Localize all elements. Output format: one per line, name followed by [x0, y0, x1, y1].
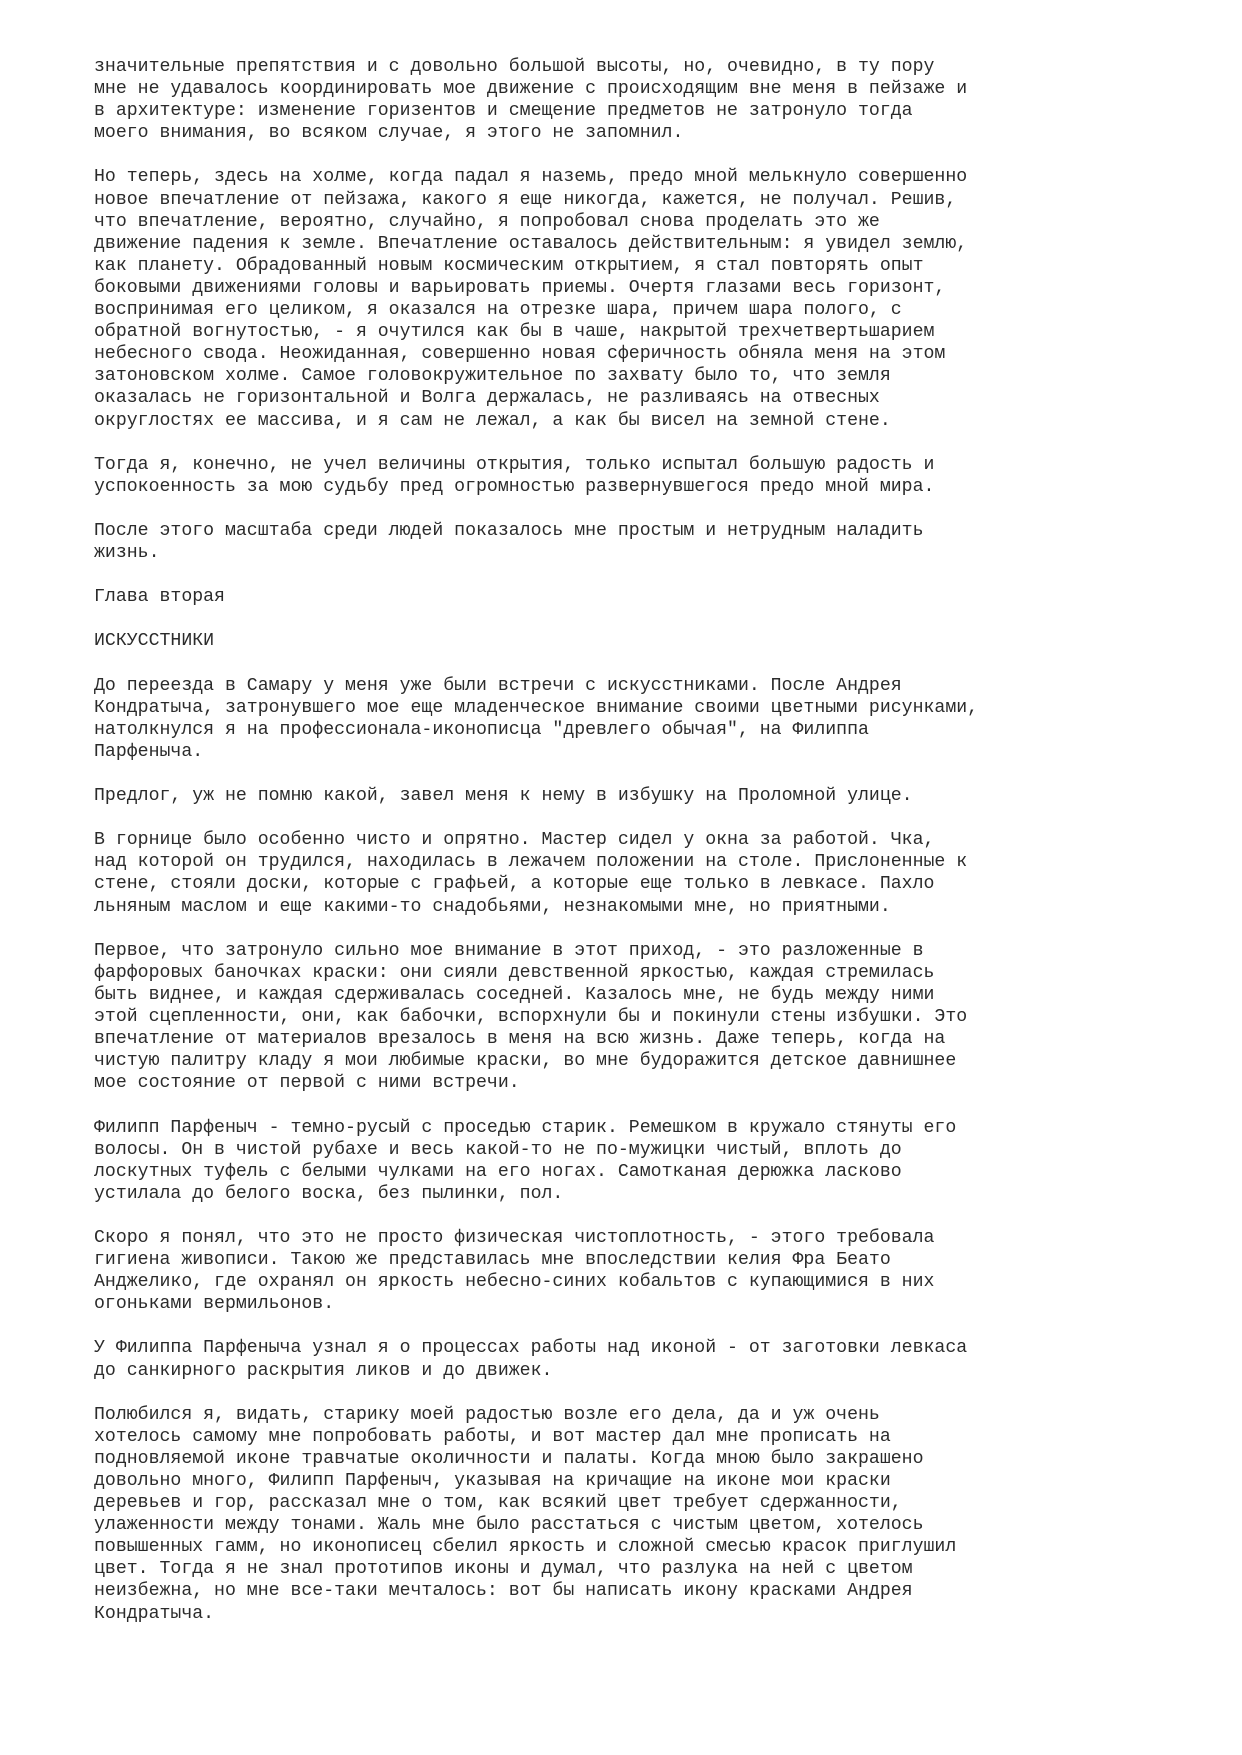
- text-line: воспринимая его целиком, я оказался на отрезке шара, причем шара полого, с: [94, 300, 902, 321]
- paragraph: [94, 56, 1204, 144]
- text-line: Но теперь, здесь на холме, когда падал я наземь, предо мной мелькнуло совершенно: [94, 167, 968, 188]
- text-line: моего внимания, во всяком случае, я этого не запомнил.: [94, 123, 684, 144]
- text-line: Парфеныча.: [94, 741, 204, 762]
- text-line: чистую палитру кладу я мои любимые краски, во мне будоражится детское давнишнее: [94, 1051, 957, 1072]
- section-heading: [94, 630, 1204, 652]
- text-line: как планету. Обрадованный новым космическим открытием, я стал повторять опыт: [94, 255, 924, 276]
- text-line: до санкирного раскрытия ликов и до движек.: [94, 1360, 553, 1381]
- paragraph: [94, 1404, 1204, 1625]
- text-line: фарфоровых баночках краски: они сияли девственной яркостью, каждая стремилась: [94, 962, 935, 983]
- text-line: хотелось самому мне попробовать работы, и вот мастер дал мне прописать на: [94, 1426, 891, 1447]
- text-line: Первое, что затронуло сильно мое внимание в этот приход, - это разложенные в: [94, 940, 924, 961]
- paragraph: [94, 1337, 1204, 1381]
- paragraph: [94, 829, 1204, 917]
- document-page: [94, 56, 1204, 1625]
- text-line: После этого масштаба среди людей показалось мне простым и нетрудным наладить: [94, 520, 924, 541]
- text-line: Предлог, уж не помню какой, завел меня к нему в избушку на Проломной улице.: [94, 786, 913, 807]
- paragraph: [94, 785, 1204, 807]
- text-line: мое состояние от первой с ними встречи.: [94, 1073, 520, 1094]
- text-line: этой сцепленности, они, как бабочки, вспорхнули бы и покинули стены избушки. Это: [94, 1007, 968, 1028]
- text-line: неизбежна, но мне все-таки мечталось: вот бы написать икону красками Андрея: [94, 1581, 913, 1602]
- text-line: значительные препятствия и с довольно большой высоты, но, очевидно, в ту пору: [94, 57, 935, 77]
- text-line: До переезда в Самару у меня уже были встречи с искусстниками. После Андрея: [94, 675, 902, 696]
- paragraph: [94, 1227, 1204, 1315]
- text-line: Кондратыча.: [94, 1603, 215, 1624]
- text-line: небесного свода. Неожиданная, совершенно новая сферичность обняла меня на этом: [94, 344, 946, 365]
- text-line: в архитектуре: изменение горизентов и смещение предметов не затронуло тогда: [94, 101, 913, 122]
- text-line: мне не удавалось координировать мое движение с происходящим вне меня в пейзаже и: [94, 79, 968, 100]
- paragraph: [94, 675, 1204, 763]
- text-line: деревьев и гор, рассказал мне о том, как всякий цвет требует сдержанности,: [94, 1493, 902, 1514]
- paragraph: [94, 454, 1204, 498]
- text-line: У Филиппа Парфеныча узнал я о процессах работы над иконой - от заготовки левкаса: [94, 1338, 968, 1359]
- text-line: жизнь.: [94, 543, 160, 564]
- text-line: быть виднее, и каждая сдерживалась соседней. Казалось мне, не будь между ними: [94, 984, 935, 1005]
- paragraph: [94, 1117, 1204, 1205]
- text-line: Скоро я понял, что это не просто физическая чистоплотность, - этого требовала: [94, 1227, 935, 1248]
- text-line: движение падения к земле. Впечатление оставалось действительным: я увидел землю,: [94, 233, 968, 254]
- paragraph: [94, 940, 1204, 1095]
- text-line: впечатление от материалов врезалось в меня на всю жизнь. Даже теперь, когда на: [94, 1029, 946, 1050]
- section-title: ИСКУССТНИКИ: [94, 631, 215, 652]
- text-line: над которой он трудился, находилась в лежачем положении на столе. Прислоненные к: [94, 852, 968, 873]
- text-line: подновляемой иконе травчатые околичности и палаты. Когда мною было закрашено: [94, 1448, 924, 1469]
- text-line: Тогда я, конечно, не учел величины открытия, только испытал большую радость и: [94, 454, 935, 475]
- text-line: В горнице было особенно чисто и опрятно. Мастер сидел у окна за работой. Чка,: [94, 830, 935, 851]
- text-line: улаженности между тонами. Жаль мне было расстаться с чистым цветом, хотелось: [94, 1515, 924, 1536]
- text-line: натолкнулся я на профессионала-иконописца "древлего обычая", на Филиппа: [94, 719, 869, 740]
- paragraph: [94, 166, 1204, 431]
- text-line: стене, стояли доски, которые с графьей, а которые еще только в левкасе. Пахло: [94, 874, 935, 895]
- text-line: обратной вогнутостью, - я очутился как бы в чаше, накрытой трехчетвертьшарием: [94, 322, 935, 343]
- text-line: округлостях ее массива, и я сам не лежал, а как бы висел на земной стене.: [94, 410, 891, 431]
- text-line: волосы. Он в чистой рубахе и весь какой-то не по-мужицки чистый, вплоть до: [94, 1139, 902, 1160]
- text-line: Кондратыча, затронувшего мое еще младенческое внимание своими цветными рисунками,: [94, 697, 979, 718]
- text-line: Анджелико, где охранял он яркость небесно-синих кобальтов с купающимися в них: [94, 1272, 935, 1293]
- text-line: огоньками вермильонов.: [94, 1294, 335, 1315]
- text-line: довольно много, Филипп Парфеныч, указывая на кричащие на иконе мои краски: [94, 1471, 891, 1491]
- text-line: устилала до белого воска, без пылинки, пол.: [94, 1183, 564, 1204]
- text-line: боковыми движениями головы и варьировать приемы. Очертя глазами весь горизонт,: [94, 277, 946, 298]
- text-line: льняным маслом и еще какими-то снадобьями, незнакомыми мне, но приятными.: [94, 896, 891, 917]
- text-line: цвет. Тогда я не знал прототипов иконы и думал, что разлука на ней с цветом: [94, 1559, 913, 1580]
- text-line: повышенных гамм, но иконописец сбелил яркость и сложной смесью красок приглушил: [94, 1537, 957, 1558]
- text-line: лоскутных туфель с белыми чулками на его ногах. Самотканая дерюжка ласково: [94, 1161, 902, 1182]
- text-line: успокоенность за мою судьбу пред огромностью развернувшегося предо мной мира.: [94, 476, 935, 497]
- text-line: новое впечатление от пейзажа, какого я еще никогда, кажется, не получал. Решив,: [94, 189, 957, 210]
- text-line: оказалась не горизонтальной и Волга держалась, не разливаясь на отвесных: [94, 388, 880, 409]
- chapter-heading: [94, 586, 1204, 608]
- chapter-title: Глава вторая: [94, 587, 225, 608]
- text-line: что впечатление, вероятно, случайно, я попробовал снова проделать это же: [94, 211, 880, 232]
- text-line: Филипп Парфеныч - темно-русый с проседью старик. Ремешком в кружало стянуты его: [94, 1117, 957, 1138]
- text-line: затоновском холме. Самое головокружительное по захвату было то, что земля: [94, 366, 891, 387]
- paragraph: [94, 520, 1204, 564]
- text-line: Полюбился я, видать, старику моей радостью возле его дела, да и уж очень: [94, 1404, 880, 1425]
- text-line: гигиена живописи. Такою же представилась мне впоследствии келия Фра Беато: [94, 1250, 891, 1271]
